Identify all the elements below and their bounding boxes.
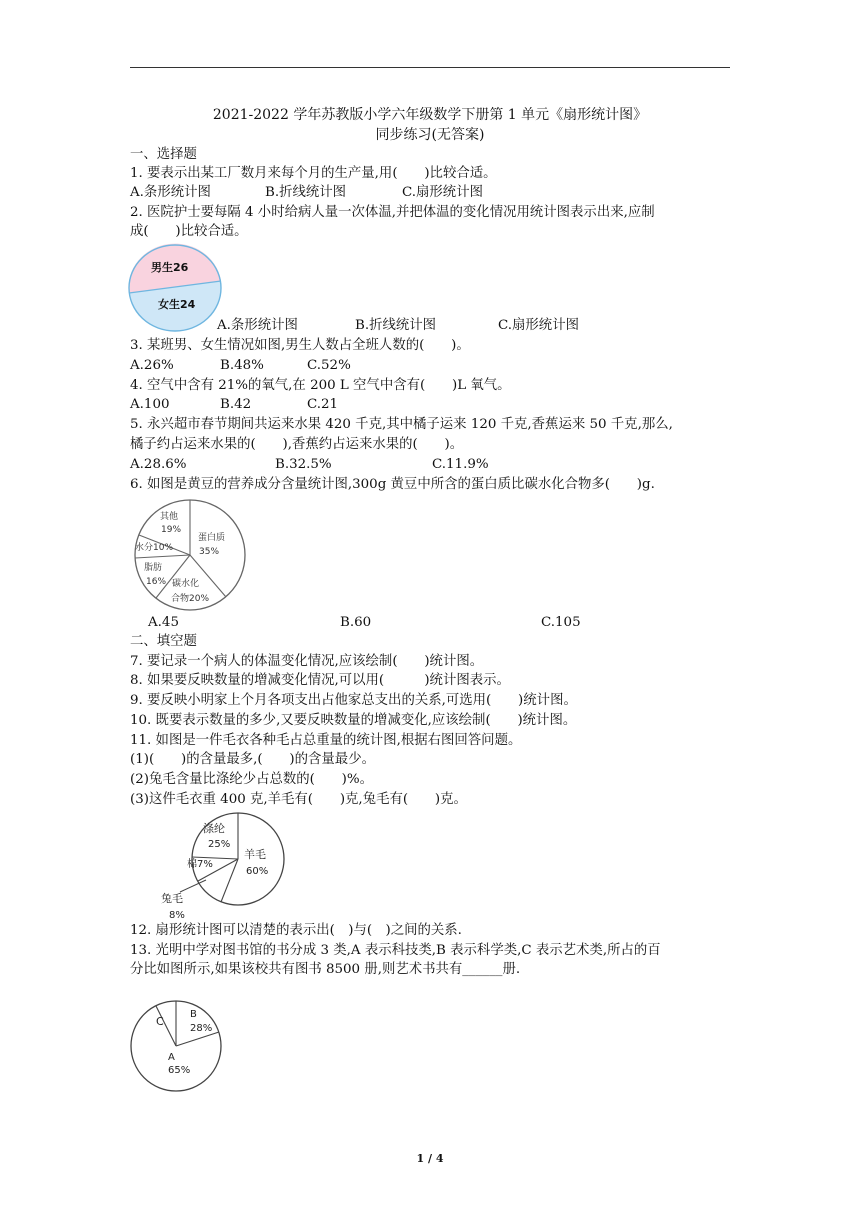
books-label-b: B — [190, 1009, 197, 1020]
question-13-line2: 分比如图所示,如果该校共有图书 8500 册,则艺术书共有______册. — [130, 962, 521, 977]
q3-option-b: B.48% — [220, 358, 264, 373]
books-pie-chart — [128, 999, 226, 1093]
question-2-line2: 成( )比较合适。 — [130, 224, 248, 239]
question-10: 10. 既要表示数量的多少,又要反映数量的增减变化,应该绘制( )统计图。 — [130, 713, 577, 728]
q6-option-b: B.60 — [340, 615, 372, 630]
soy-label-water: 水分10% — [135, 543, 174, 553]
q4-option-a: A.100 — [130, 397, 170, 412]
section-heading-choice: 一、选择题 — [130, 147, 197, 162]
q2-option-a: A.条形统计图 — [217, 318, 298, 333]
sweater-label-wool: 羊毛 — [244, 848, 266, 861]
soy-label-fat-pct: 16% — [146, 577, 167, 587]
question-11-part2: (2)兔毛含量比涤纶少占总数的( )%。 — [130, 772, 373, 787]
books-label-a: A — [168, 1052, 175, 1063]
books-label-a-pct: 65% — [168, 1065, 191, 1076]
books-label-c: C — [156, 1015, 164, 1028]
gender-label-boys: 男生26 — [151, 261, 189, 274]
q6-option-c: C.105 — [541, 615, 581, 630]
question-11: 11. 如图是一件毛衣各种毛占总重量的统计图,根据右图回答问题。 — [130, 733, 522, 748]
question-8: 8. 如果要反映数量的增减变化情况,可以用( )统计图表示。 — [130, 673, 510, 688]
q1-option-a: A.条形统计图 — [130, 185, 211, 200]
question-11-part3: (3)这件毛衣重 400 克,羊毛有( )克,兔毛有( )克。 — [130, 792, 467, 807]
gender-label-girls: 女生24 — [158, 298, 196, 311]
question-7: 7. 要记录一个病人的体温变化情况,应该绘制( )统计图。 — [130, 654, 484, 669]
header-rule — [130, 67, 730, 68]
q5-option-b: B.32.5% — [275, 457, 332, 472]
q1-option-c: C.扇形统计图 — [402, 185, 483, 200]
q4-option-b: B.42 — [220, 397, 252, 412]
question-1: 1. 要表示出某工厂数月来每个月的生产量,用( )比较合适。 — [130, 166, 497, 181]
sweater-label-polyester-pct: 25% — [208, 839, 231, 850]
section-heading-fill: 二、填空题 — [130, 634, 197, 649]
soy-label-protein: 蛋白质 — [198, 533, 226, 543]
question-2-line1: 2. 医院护士要每隔 4 小时给病人量一次体温,并把体温的变化情况用统计图表示出来,应制 — [130, 205, 655, 220]
q5-option-c: C.11.9% — [432, 457, 489, 472]
question-3: 3. 某班男、女生情况如图,男生人数占全班人数的( )。 — [130, 338, 470, 353]
soy-label-carb-pct: 合物20% — [171, 594, 210, 604]
question-6: 6. 如图是黄豆的营养成分含量统计图,300g 黄豆中所含的蛋白质比碳水化合物多( )g. — [130, 477, 655, 492]
q2-option-c: C.扇形统计图 — [498, 318, 579, 333]
page-number: 1 / 4 — [416, 1152, 444, 1165]
sweater-label-rabbit: 兔毛 — [161, 892, 183, 905]
books-label-b-pct: 28% — [190, 1023, 213, 1034]
sweater-pie-chart — [158, 810, 292, 922]
question-9: 9. 要反映小明家上个月各项支出占他家总支出的关系,可选用( )统计图。 — [130, 693, 577, 708]
q1-option-b: B.折线统计图 — [265, 185, 347, 200]
question-11-part1: (1)( )的含量最多,( )的含量最少。 — [130, 752, 375, 767]
question-5-line1: 5. 永兴超市春节期间共运来水果 420 千克,其中橘子运来 120 千克,香蕉运来 50 千克,那么, — [130, 417, 673, 432]
q6-option-a: A.45 — [148, 615, 179, 630]
soybean-pie-chart — [128, 497, 252, 613]
soy-label-other: 其他 — [160, 512, 179, 522]
sweater-label-polyester: 涤纶 — [203, 822, 225, 835]
document-subtitle: 同步练习(无答案) — [375, 127, 485, 143]
question-4: 4. 空气中含有 21%的氧气,在 200 L 空气中含有( )L 氧气。 — [130, 378, 511, 393]
document-title: 2021-2022 学年苏教版小学六年级数学下册第 1 单元《扇形统计图》 — [212, 107, 648, 123]
soy-label-fat: 脂肪 — [144, 563, 163, 573]
soy-label-other-pct: 19% — [161, 525, 182, 535]
soy-label-carb: 碳水化 — [172, 579, 200, 589]
question-12: 12. 扇形统计图可以清楚的表示出( )与( )之间的关系. — [130, 923, 462, 938]
sweater-label-wool-pct: 60% — [246, 866, 269, 877]
question-5-line2: 橘子约占运来水果的( ),香蕉约占运来水果的( )。 — [130, 437, 464, 452]
q2-option-b: B.折线统计图 — [355, 318, 437, 333]
q3-option-a: A.26% — [130, 358, 174, 373]
sweater-label-rabbit-pct: 8% — [169, 910, 185, 921]
question-13-line1: 13. 光明中学对图书馆的书分成 3 类,A 表示科技类,B 表示科学类,C 表示艺术类,所占的百 — [130, 943, 661, 958]
q5-option-a: A.28.6% — [130, 457, 187, 472]
sweater-label-cotton: 棉7% — [187, 859, 213, 870]
q3-option-c: C.52% — [307, 358, 351, 373]
q4-option-c: C.21 — [307, 397, 339, 412]
soy-label-protein-pct: 35% — [199, 547, 220, 557]
gender-pie-chart — [128, 243, 224, 333]
